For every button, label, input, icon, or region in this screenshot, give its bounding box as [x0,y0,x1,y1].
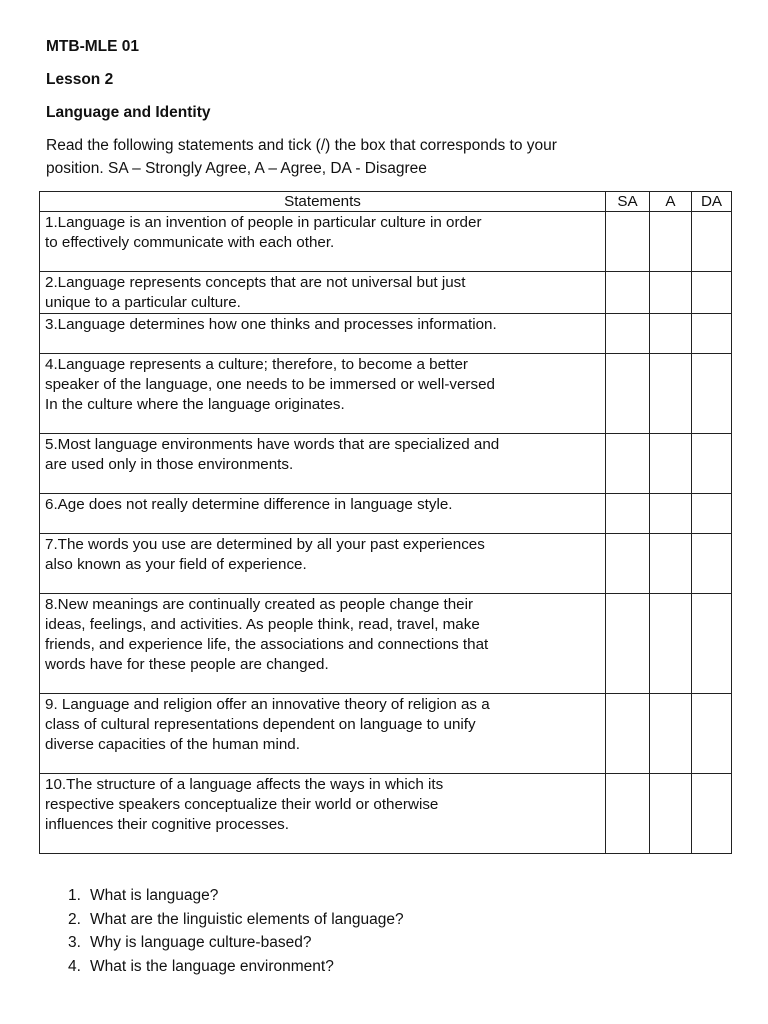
table-row [40,534,732,594]
statement-line: words have for these people are changed. [45,656,329,673]
statement-line: 8.New meanings are continually created as people change their [45,596,474,613]
statement-line: also known as your field of experience. [45,556,307,573]
table-row [40,494,732,534]
statement-line: 2.Language represents concepts that are not universal but just [45,274,466,291]
statement-line: are used only in those environments. [45,456,294,473]
da-tick-box[interactable] [692,354,732,434]
table-row [40,594,732,694]
statement-cell [40,594,606,694]
question-text: Why is language culture-based? [90,934,312,951]
da-tick-box[interactable] [692,434,732,494]
sa-tick-box[interactable] [606,212,650,272]
statement-cell [40,354,606,434]
table-row [40,314,732,354]
statement-line: 5.Most language environments have words that are specialized and [45,436,500,453]
sa-column-header: SA [606,192,650,212]
table-row [40,272,732,314]
statement-line: to effectively communicate with each other. [45,234,335,251]
sa-tick-box[interactable] [606,774,650,854]
sa-tick-box[interactable] [606,272,650,314]
a-tick-box[interactable] [650,534,692,594]
list-item [68,884,404,908]
statement-line: unique to a particular culture. [45,294,241,311]
table-header-row [40,192,732,212]
a-column-header: A [650,192,692,212]
da-tick-box[interactable] [692,774,732,854]
statement-line: 10.The structure of a language affects the ways in which its [45,776,444,793]
a-tick-box[interactable] [650,494,692,534]
statement-cell [40,434,606,494]
table-row [40,354,732,434]
statement-line: influences their cognitive processes. [45,816,289,833]
list-item [68,931,404,955]
question-text: What is language? [90,887,219,904]
statements-table [39,191,732,854]
sa-tick-box[interactable] [606,694,650,774]
sa-tick-box[interactable] [606,314,650,354]
statement-line: friends, and experience life, the associations and connections that [45,636,489,653]
statement-line: 1.Language is an invention of people in particular culture in order [45,214,482,231]
da-tick-box[interactable] [692,212,732,272]
a-tick-box[interactable] [650,314,692,354]
sa-tick-box[interactable] [606,434,650,494]
question-number: 2. [68,910,81,928]
statement-line: 4.Language represents a culture; therefore, to become a better [45,356,468,373]
da-tick-box[interactable] [692,594,732,694]
question-list [68,884,404,978]
a-tick-box[interactable] [650,694,692,774]
statement-cell [40,534,606,594]
da-tick-box[interactable] [692,314,732,354]
statement-cell [40,314,606,354]
statement-line: 7.The words you use are determined by all your past experiences [45,536,485,553]
da-column-header: DA [692,192,732,212]
table-row [40,212,732,272]
statement-line: class of cultural representations dependent on language to unify [45,716,476,733]
a-tick-box[interactable] [650,594,692,694]
question-text: What is the language environment? [90,957,334,975]
table-row [40,694,732,774]
list-item [68,908,404,932]
da-tick-box[interactable] [692,534,732,594]
instructions-line: Read the following statements and tick (/) the box that corresponds to your [46,137,557,154]
a-tick-box[interactable] [650,212,692,272]
statement-cell [40,272,606,314]
statements-column-header: Statements [40,192,606,212]
question-number: 3. [68,934,81,951]
table-row [40,434,732,494]
statement-cell [40,212,606,272]
statement-line: ideas, feelings, and activities. As people think, read, travel, make [45,616,480,633]
sa-tick-box[interactable] [606,354,650,434]
statement-line: 6.Age does not really determine difference in language style. [45,496,453,513]
a-tick-box[interactable] [650,774,692,854]
a-tick-box[interactable] [650,272,692,314]
question-number: 4. [68,957,81,975]
sa-tick-box[interactable] [606,594,650,694]
statement-cell [40,694,606,774]
sa-tick-box[interactable] [606,534,650,594]
lesson-number: Lesson 2 [46,71,114,88]
da-tick-box[interactable] [692,494,732,534]
sa-tick-box[interactable] [606,494,650,534]
list-item [68,955,404,979]
course-code: MTB-MLE 01 [46,38,139,55]
statement-cell [40,494,606,534]
lesson-title: Language and Identity [46,104,211,121]
statement-line: 3.Language determines how one thinks and processes information. [45,316,497,333]
a-tick-box[interactable] [650,354,692,434]
instructions [46,134,726,180]
statement-line: 9. Language and religion offer an innovative theory of religion as a [45,696,490,713]
a-tick-box[interactable] [650,434,692,494]
da-tick-box[interactable] [692,694,732,774]
statement-line: speaker of the language, one needs to be immersed or well-versed [45,376,495,393]
question-text: What are the linguistic elements of language? [90,910,404,928]
da-tick-box[interactable] [692,272,732,314]
question-number: 1. [68,887,81,904]
statement-line: In the culture where the language originates. [45,396,345,413]
statement-line: respective speakers conceptualize their world or otherwise [45,796,439,813]
statement-line: diverse capacities of the human mind. [45,736,300,753]
instructions-line: position. SA – Strongly Agree, A – Agree, DA - Disagree [46,160,427,177]
statement-cell [40,774,606,854]
table-row [40,774,732,854]
